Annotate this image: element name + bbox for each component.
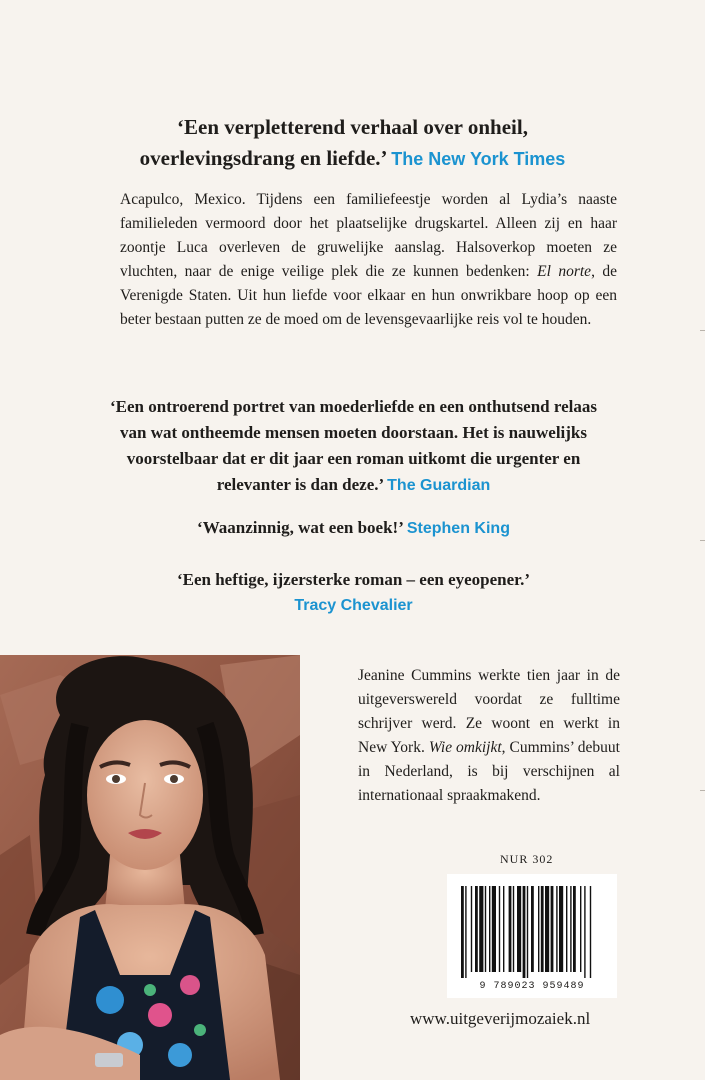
edge-tick (700, 330, 705, 331)
barcode-bar (527, 886, 528, 978)
barcode-bar (538, 886, 539, 972)
author-photo (0, 655, 300, 1080)
isbn-number: 9 789023 959489 (479, 981, 585, 992)
book-title: Wie omkijkt (428, 739, 502, 756)
barcode-bar (475, 886, 478, 972)
review-quote-source: Tracy Chevalier (294, 597, 413, 614)
barcode-bar (499, 886, 500, 972)
barcode-bar (517, 886, 521, 972)
barcode-bar (531, 886, 534, 972)
barcode-bar (492, 886, 496, 972)
review-quote-king (110, 515, 597, 542)
barcode-bar (485, 886, 486, 972)
barcode-bar (509, 886, 512, 972)
barcode-bar (559, 886, 563, 972)
barcode-bar (461, 886, 464, 978)
barcode (447, 874, 617, 998)
blurb-text-2: , de Verenigde Staten. Uit hun liefde voor elkaar en hun onwrikbare hoop op een beter bestaan putten ze de moed om de levensgevaarlijke reis vol te houden. (120, 263, 617, 328)
blurb-emphasis: El norte (537, 263, 592, 280)
headline-quote-line2: overlevingsdrang en liefde.’ (139, 146, 386, 170)
barcode-bar (590, 886, 591, 978)
review-quote-text: ‘Waanzinnig, wat een boek!’ (197, 518, 403, 537)
edge-tick (700, 790, 705, 791)
barcode-bar (503, 886, 504, 972)
barcode-bar (471, 886, 472, 972)
book-blurb (120, 188, 617, 332)
barcode-bar (566, 886, 567, 972)
barcode-bar (541, 886, 544, 972)
headline-quote-line1: ‘Een verpletterend verhaal over onheil, (177, 115, 528, 139)
edge-tick (700, 540, 705, 541)
author-bio (358, 664, 620, 808)
barcode-bar (556, 886, 557, 972)
publisher-website: www.uitgeverijmozaiek.nl (410, 1009, 591, 1028)
barcode-bar (523, 886, 526, 978)
blurb-text-1: Acapulco, Mexico. Tijdens een familiefeestje worden al Lydia’s naaste familieleden vermoord door het plaatselijke drugskartel. Alleen zij en haar zoontje Luca overleven de gruwelijke aanslag. Halsoverkop moeten ze vluchten, naar de enige veilige plek die ze kunnen bedenken: (120, 191, 617, 280)
barcode-bars (447, 874, 617, 984)
barcode-bar (584, 886, 585, 978)
review-quote-source: The Guardian (387, 477, 491, 494)
barcode-bar (545, 886, 549, 972)
barcode-bar (551, 886, 554, 972)
barcode-bar (489, 886, 490, 972)
barcode-bar (513, 886, 514, 972)
review-quote-source: Stephen King (406, 520, 510, 537)
review-quote-text: ‘Een ontroerend portret van moederliefde en een onthutsend relaas van wat ontheemde mensen moeten doorstaan. Het is nauwelijks voorstelbaar dat er dit jaar een roman uitkomt die urgenter en relevanter is dan deze.’ (110, 397, 597, 494)
author-bio-text-2: , Cummins’ debuut in Nederland, is bij verschijnen al internationaal spraakmakend. (358, 739, 620, 804)
headline-quote (80, 112, 625, 175)
barcode-bar (465, 886, 466, 978)
barcode-bar (570, 886, 571, 972)
barcode-bar (479, 886, 483, 972)
barcode-bar (573, 886, 576, 972)
headline-quote-source: The New York Times (391, 149, 566, 169)
review-quote-text: ‘Een heftige, ijzersterke roman – een eyeopener.’ (176, 570, 531, 589)
review-quote-chevalier (110, 567, 597, 619)
barcode-bar (580, 886, 581, 972)
review-quote-guardian (110, 394, 597, 499)
nur-code: NUR 302 (500, 852, 554, 866)
author-bio-text-1: Jeanine Cummins werkte tien jaar in de uitgeverswereld voordat ze fulltime schrijver werd. Ze woont en werkt in New York. (358, 667, 620, 756)
